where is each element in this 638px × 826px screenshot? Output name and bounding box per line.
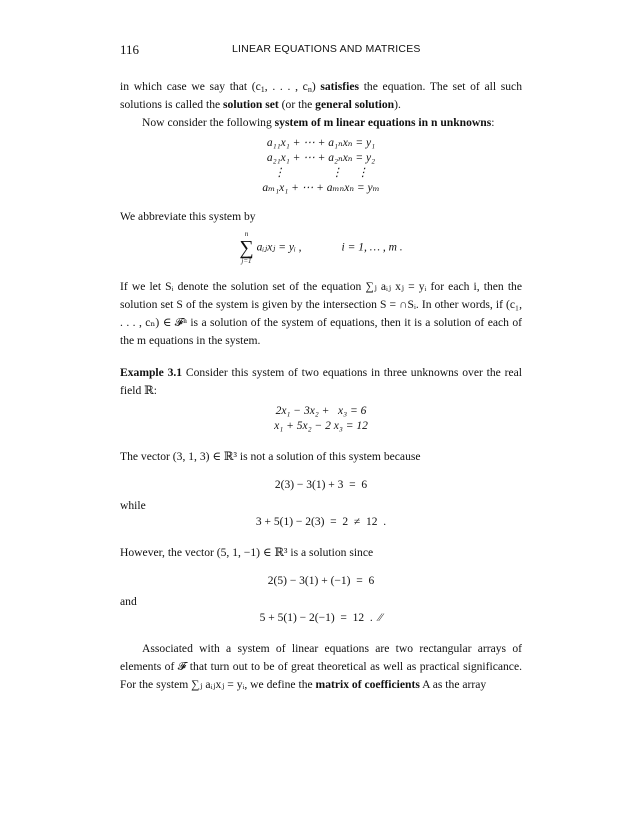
example-label: Example 3.1 xyxy=(120,366,183,379)
vector-is-solution: However, the vector (5, 1, −1) ∈ ℝ³ is a solution since xyxy=(120,546,374,559)
term-system: system of m linear equations in n unknowns xyxy=(274,116,492,129)
paragraph-matrix-intro: Associated with a system of linear equations are two rectangular arrays of elements of 𝓕 that turn out to be of great theoretical as well as practical significance. For the system ∑ⱼ aᵢⱼxⱼ = yᵢ, we define the matrix of coefficients A as the array xyxy=(120,642,522,691)
abbrev-intro: We abbreviate this system by xyxy=(120,210,256,223)
term-general-solution: general solution xyxy=(315,98,395,111)
system-dots: ⋮ ⋮ ⋮ xyxy=(273,167,369,179)
while-word: while xyxy=(120,499,146,512)
paragraph-system-intro: Now consider the following system of m linear equations in n unknowns: xyxy=(142,116,495,129)
example-eq-2: x₁ + 5x₂ − 2 x₃ = 12 xyxy=(274,420,368,432)
calc-line-4: 5 + 5(1) − 2(−1) = 12 . ∕∕ xyxy=(259,612,383,624)
calc-line-3: 2(5) − 3(1) + (−1) = 6 xyxy=(267,575,375,587)
term-solution-set: solution set xyxy=(223,98,279,111)
system-row-2: a₂₁x₁ + ⋯ + a₂ₙxₙ = y₂ xyxy=(266,152,376,164)
summation-symbol: n ∑ j=1 xyxy=(239,230,254,265)
example-eq-1: 2x₁ − 3x₂ + x₃ = 6 xyxy=(275,405,367,417)
example-paragraph: Example 3.1 Consider this system of two equations in three unknowns over the real field ℝ: xyxy=(120,366,522,397)
example-system xyxy=(120,404,522,434)
page-body xyxy=(120,78,522,694)
system-row-m: aₘ₁x₁ + ⋯ + aₘₙxₙ = yₘ xyxy=(262,182,380,194)
sum-equation xyxy=(120,230,522,266)
vector-not-solution: The vector (3, 1, 3) ∈ ℝ³ is not a solution of this system because xyxy=(120,450,421,463)
sum-range: i = 1, … , m . xyxy=(341,241,403,254)
paragraph-intersection: If we let Sᵢ denote the solution set of the equation ∑ⱼ aᵢⱼ xⱼ = yᵢ for each i, then the solution set S of the system is given by the intersection S = ∩Sᵢ. In other words, if (c₁, . . . , cₙ) ∈ 𝓕ⁿ is a solution of the system of equations, then it is a solution of each of the m equations in the system. xyxy=(120,280,522,347)
page-header xyxy=(120,42,520,58)
sum-body: aᵢⱼxⱼ = yᵢ , xyxy=(256,241,302,254)
term-satisfies: satisfies xyxy=(320,80,360,93)
term-matrix-of-coefficients: matrix of coefficients xyxy=(315,678,420,691)
system-row-1: a₁₁x₁ + ⋯ + a₁ₙxₙ = y₁ xyxy=(266,137,376,149)
linear-system xyxy=(120,136,522,196)
calc-line-2: 3 + 5(1) − 2(3) = 2 ≠ 12 . xyxy=(255,516,387,528)
paragraph-solution-set: in which case we say that ($c_1$, . . . , $c_n$) satisfies the equation. The set of all such solutions is called the solution set (or the general solution). xyxy=(120,80,522,111)
calc-line-1: 2(3) − 3(1) + 3 = 6 xyxy=(274,479,368,491)
page-number: 116 xyxy=(120,42,140,57)
and-word: and xyxy=(120,595,137,608)
running-title: LINEAR EQUATIONS AND MATRICES xyxy=(232,43,421,55)
